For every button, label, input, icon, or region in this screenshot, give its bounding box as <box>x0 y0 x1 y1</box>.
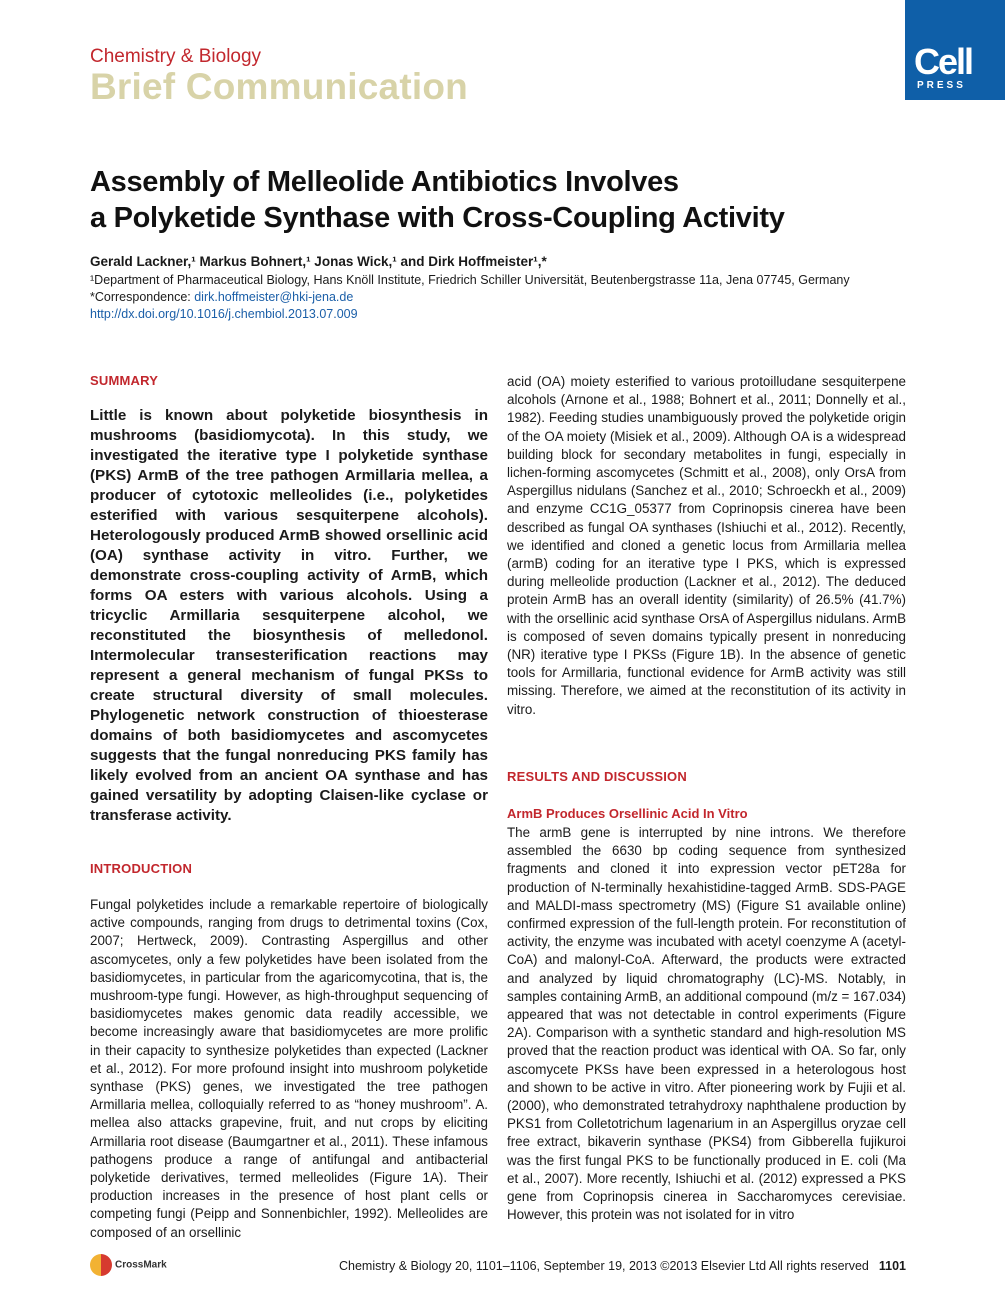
correspondence-email-link[interactable]: dirk.hoffmeister@hki-jena.de <box>194 290 354 304</box>
logo-word: Cell <box>914 41 973 82</box>
crossmark-icon <box>90 1254 112 1276</box>
author-list: Gerald Lackner,¹ Markus Bohnert,¹ Jonas Wick,¹ and Dirk Hoffmeister¹,* <box>90 254 547 269</box>
cell-press-logo <box>905 0 1005 100</box>
correspondence <box>90 290 353 304</box>
page-footer <box>300 1259 906 1273</box>
article-title <box>90 164 910 236</box>
logo-sub: PRESS <box>917 80 966 91</box>
results-heading: RESULTS AND DISCUSSION <box>507 769 687 784</box>
introduction-text: Fungal polyketides include a remarkable repertoire of biologically active compounds, ranging from drugs to detrimental toxins (Cox, 2007; Hertweck, 2009). Contrasting Aspergillus and other ascomycetes, only a few polyketides have been isolated from the basidiomycetes, in particular from the agaricomycotina, that is, the mushroom-type fungi. However, as high-throughput sequencing of basidiomycetes makes genomic data readily accessible, we become increasingly aware that basidiomycetes are more prolific in their capacity to synthesize polyketides than expected (Lackner et al., 2012). For more profound insight into mushroom polyketide synthase (PKS) genes, we investigated the tree pathogen Armillaria mellea, colloquially referred to as “honey mushroom”. A. mellea also attacks grapevine, fruit, and nut crops by eliciting Armillaria root disease (Baumgartner et al., 2011). These infamous pathogens produce a range of antifungal and antibacterial polyketide derivatives, termed melleolides (Figure 1A). Their production increases in the presence of host plant cells or competing fungi (Peipp and Sonnenbichler, 1992). Melleolides are composed of an orsellinic <box>90 897 488 1240</box>
intro-continued-text: acid (OA) moiety esterified to various protoilludane sesquiterpene alcohols (Arnone et al., 1988; Bohnert et al., 2011; Donnelly et al., 1982). Feeding studies unambiguously proved the polyketide origin of the OA moiety (Misiek et al., 2009). Although OA is a widespread building block for secondary metabolites in fungi, especially in lichen-forming ascomycetes (Schmitt et al., 2008), only OrsA from Aspergillus nidulans (Sanchez et al., 2010; Schroeckh et al., 2009) and enzyme CC1G_05377 from Coprinopsis cinerea have been described as fungal OA synthases (Ishiuchi et al., 2012). Recently, we identified and cloned a genetic locus from Armillaria mellea (armB) coding for an iterative type I PKS, which is expressed during melleolide production (Lackner et al., 2012). The deduced protein ArmB has an overall identity (similarity) of 26.5% (41.7%) with the orsellinic acid synthase OrsA of Aspergillus nidulans. ArmB is composed of seven domains typically present in nonreducing (NR) iterative type I PKSs (Figure 1B). In the absence of genetic tools for Armillaria, functional evidence for ArmB activity was still missing. Therefore, we aimed at the reconstitution of its activity in vitro. <box>507 374 906 717</box>
page-number: 1101 <box>878 1259 906 1273</box>
doi-link[interactable]: http://dx.doi.org/10.1016/j.chembiol.2013.07.009 <box>90 307 358 321</box>
title-line-1: Assembly of Melleolide Antibiotics Involves <box>90 166 679 198</box>
title-line-2: a Polyketide Synthase with Cross-Coupling Activity <box>90 202 785 234</box>
correspondence-label: *Correspondence: <box>90 290 195 304</box>
article-type: Brief Communication <box>90 66 468 107</box>
journal-name: Chemistry & Biology <box>90 46 262 67</box>
affiliation: ¹Department of Pharmaceutical Biology, Hans Knöll Institute, Friedrich Schiller Universität, Beutenbergstrasse 11a, Jena 07745, Germany <box>90 273 850 287</box>
introduction-heading: INTRODUCTION <box>90 861 193 876</box>
summary-heading: SUMMARY <box>90 373 159 388</box>
footer-citation: Chemistry & Biology 20, 1101–1106, September 19, 2013 ©2013 Elsevier Ltd All rights reserved <box>338 1259 869 1273</box>
summary-text: Little is known about polyketide biosynthesis in mushrooms (basidiomycota). In this study, we investigated the iterative type I polyketide synthase (PKS) ArmB of the tree pathogen Armillaria mellea, a producer of cytotoxic melleolides (i.e., polyketides esterified with various sesquiterpene alcohols). Heterologously produced ArmB showed orsellinic acid (OA) synthase activity in vitro. Further, we demonstrate cross-coupling activity of ArmB, which forms OA esters with various alcohols. Using a tricyclic Armillaria sesquiterpene alcohol, we reconstituted the biosynthesis of melledonol. Intermolecular transesterification reactions may represent a general mechanism of fungal PKSs to create structural diversity of small molecules. Phylogenetic network construction of thioesterase domains of both basidiomycetes and ascomycetes suggests that the fungal nonreducing PKS family has likely evolved from an ancient OA synthase and has gained versatility by adopting Claisen-like cyclase or transferase activity. <box>90 407 488 824</box>
results-subheading: ArmB Produces Orsellinic Acid In Vitro <box>507 806 748 821</box>
crossmark-badge[interactable] <box>90 1254 167 1276</box>
results-text: The armB gene is interrupted by nine introns. We therefore assembled the 6630 bp coding sequence from synthesized fragments and cloned it into expression vector pET28a for production of N-terminally hexahistidine-tagged ArmB. SDS-PAGE and MALDI-mass spectrometry (MS) (Figure S1 available online) confirmed expression of the full-length protein. For reconstitution of activity, the enzyme was incubated with acetyl coenzyme A (acetyl-CoA) and malonyl-CoA. Afterward, the products were extracted and analyzed by liquid chromatography (LC)-MS. Notably, in samples containing ArmB, an additional compound (m/z = 167.034) appeared that was not detectable in control experiments (Figure 2A). Comparison with a synthetic standard and high-resolution MS proved that the reaction product was identical with OA. So far, only ascomycete PKSs have been expressed in a heterologous host and shown to be active in vitro. After pioneering work by Fujii et al. (2000), who demonstrated tetrahydroxy naphthalene production by PKS1 from Colletotrichum lagenarium in an Aspergillus oryzae cell free extract, bikaverin synthase (PKS4) from Gibberella fujikuroi was the first fungal PKS to be functionally produced in E. coli (Ma et al., 2007). More recently, Ishiuchi et al. (2012) expressed a PKS gene from Coprinopsis cinerea in Saccharomyces cerevisiae. However, this protein was not isolated for in vitro <box>507 825 906 1223</box>
crossmark-label: CrossMark <box>115 1259 167 1271</box>
